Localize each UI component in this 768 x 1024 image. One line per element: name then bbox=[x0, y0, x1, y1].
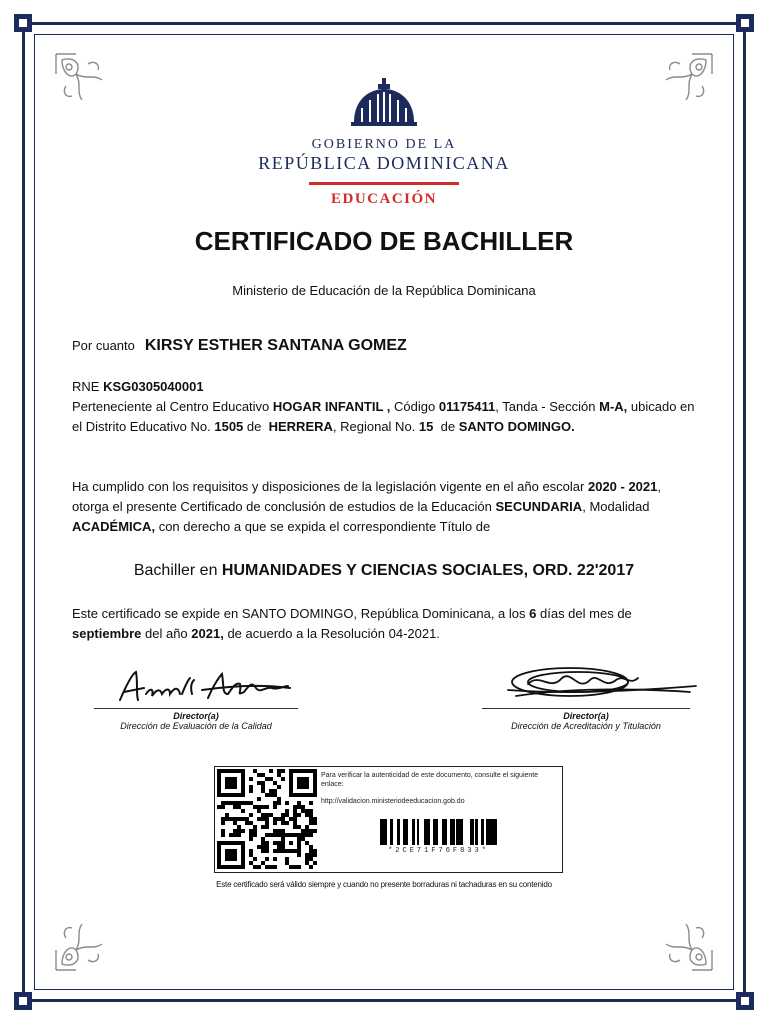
issuance-year: 2021, bbox=[191, 626, 224, 641]
verification-box bbox=[214, 766, 563, 873]
pertenece-text: Perteneciente al Centro Educativo bbox=[72, 399, 270, 414]
barcode-text: *2CE71F76F833* bbox=[388, 847, 489, 855]
student-details bbox=[72, 377, 698, 437]
government-logo bbox=[0, 78, 768, 208]
validity-note: Este certificado será válido siempre y cuando no presente borraduras ni tachaduras en su contenido bbox=[216, 880, 552, 889]
qr-code-icon[interactable] bbox=[217, 769, 317, 869]
signature-block-left bbox=[94, 708, 298, 732]
requirements-text-1: Ha cumplido con los requisitos y disposiciones de la legislación vigente en el año escolar bbox=[72, 479, 585, 494]
student-name: KIRSY ESTHER SANTANA GOMEZ bbox=[144, 337, 407, 354]
corner-square-br bbox=[736, 992, 754, 1010]
signature-line-right bbox=[482, 708, 690, 709]
district-number: 1505 bbox=[214, 419, 244, 434]
issuance-day: 6 bbox=[529, 606, 537, 621]
ubicado-text: ubicado en el Distrito Educativo No. bbox=[72, 399, 695, 434]
issuance-text-2: días del mes de bbox=[540, 606, 632, 621]
logo-government-text: GOBIERNO DE LA bbox=[311, 137, 457, 152]
corner-ornament-icon bbox=[656, 914, 716, 974]
logo-red-divider bbox=[309, 182, 459, 185]
regional-label: , Regional No. bbox=[332, 419, 416, 434]
tanda-label: , Tanda - Sección bbox=[495, 399, 596, 414]
rne-label: RNE bbox=[72, 379, 100, 394]
de-text: de bbox=[246, 419, 262, 434]
corner-square-tr bbox=[736, 14, 754, 32]
requirements-text-2: , otorga el presente Certificado de conclusión de estudios de la Educación bbox=[72, 479, 662, 514]
verification-text: Para verificar la autenticidad de este documento, consulte el siguiente enlace: bbox=[321, 772, 539, 788]
codigo-label: Código bbox=[394, 399, 436, 414]
signature-right-icon bbox=[500, 658, 700, 706]
corner-square-tl bbox=[14, 14, 32, 32]
requirements-paragraph bbox=[72, 477, 698, 537]
requirements-text-3: , bbox=[582, 499, 586, 514]
school-name: HOGAR INFANTIL , bbox=[272, 399, 391, 414]
signature-dept-left: Dirección de Evaluación de la Calidad bbox=[120, 721, 272, 731]
issuance-month: septiembre bbox=[72, 626, 142, 641]
requirements-text-5: con derecho a que se expida el correspondiente Título de bbox=[158, 519, 491, 534]
signature-role-right: Director(a) bbox=[563, 711, 609, 721]
issuance-text-1: Este certificado se expide en SANTO DOMINGO, República Dominicana, a los bbox=[72, 606, 526, 621]
signature-left-icon bbox=[110, 664, 300, 708]
signature-line-left bbox=[94, 708, 298, 709]
school-year: 2020 - 2021 bbox=[587, 479, 658, 494]
degree-prefix: Bachiller en bbox=[133, 562, 218, 579]
dome-icon bbox=[349, 78, 419, 130]
signature-dept-right: Dirección de Acreditación y Titulación bbox=[511, 721, 661, 731]
modalidad-value: ACADÉMICA, bbox=[72, 519, 156, 534]
verification-url[interactable]: http://validacion.ministeriodeeducacion.gob.do bbox=[321, 798, 465, 805]
section-value: M-A, bbox=[599, 399, 628, 414]
school-code: 01175411 bbox=[438, 399, 496, 414]
corner-ornament-icon bbox=[52, 914, 112, 974]
regional-number: 15 bbox=[418, 419, 434, 434]
issuance-text-3: del año bbox=[145, 626, 188, 641]
signature-role-left: Director(a) bbox=[173, 711, 219, 721]
corner-square-bl bbox=[14, 992, 32, 1010]
logo-country-text: REPÚBLICA DOMINICANA bbox=[258, 153, 510, 173]
issuance-paragraph bbox=[72, 604, 698, 644]
rne-value: KSG0305040001 bbox=[103, 379, 204, 394]
degree-name: HUMANIDADES Y CIENCIAS SOCIALES, ORD. 22'2017 bbox=[221, 562, 635, 579]
de-text-2: de bbox=[440, 419, 456, 434]
modalidad-label: Modalidad bbox=[589, 499, 650, 514]
signature-block-right bbox=[482, 708, 690, 732]
district-name: HERRERA bbox=[268, 419, 333, 434]
education-level: SECUNDARIA bbox=[495, 499, 583, 514]
barcode-icon bbox=[371, 819, 506, 845]
ministry-subtitle: Ministerio de Educación de la República Dominicana bbox=[232, 283, 536, 298]
certificate-title: CERTIFICADO DE BACHILLER bbox=[194, 226, 574, 256]
issuance-text-4: de acuerdo a la Resolución 04-2021. bbox=[227, 626, 440, 641]
city-name: SANTO DOMINGO. bbox=[458, 419, 575, 434]
por-cuanto-label: Por cuanto bbox=[72, 338, 135, 353]
por-cuanto-line bbox=[72, 336, 698, 356]
logo-education-text: EDUCACIÓN bbox=[330, 191, 437, 207]
degree-line bbox=[0, 562, 768, 580]
